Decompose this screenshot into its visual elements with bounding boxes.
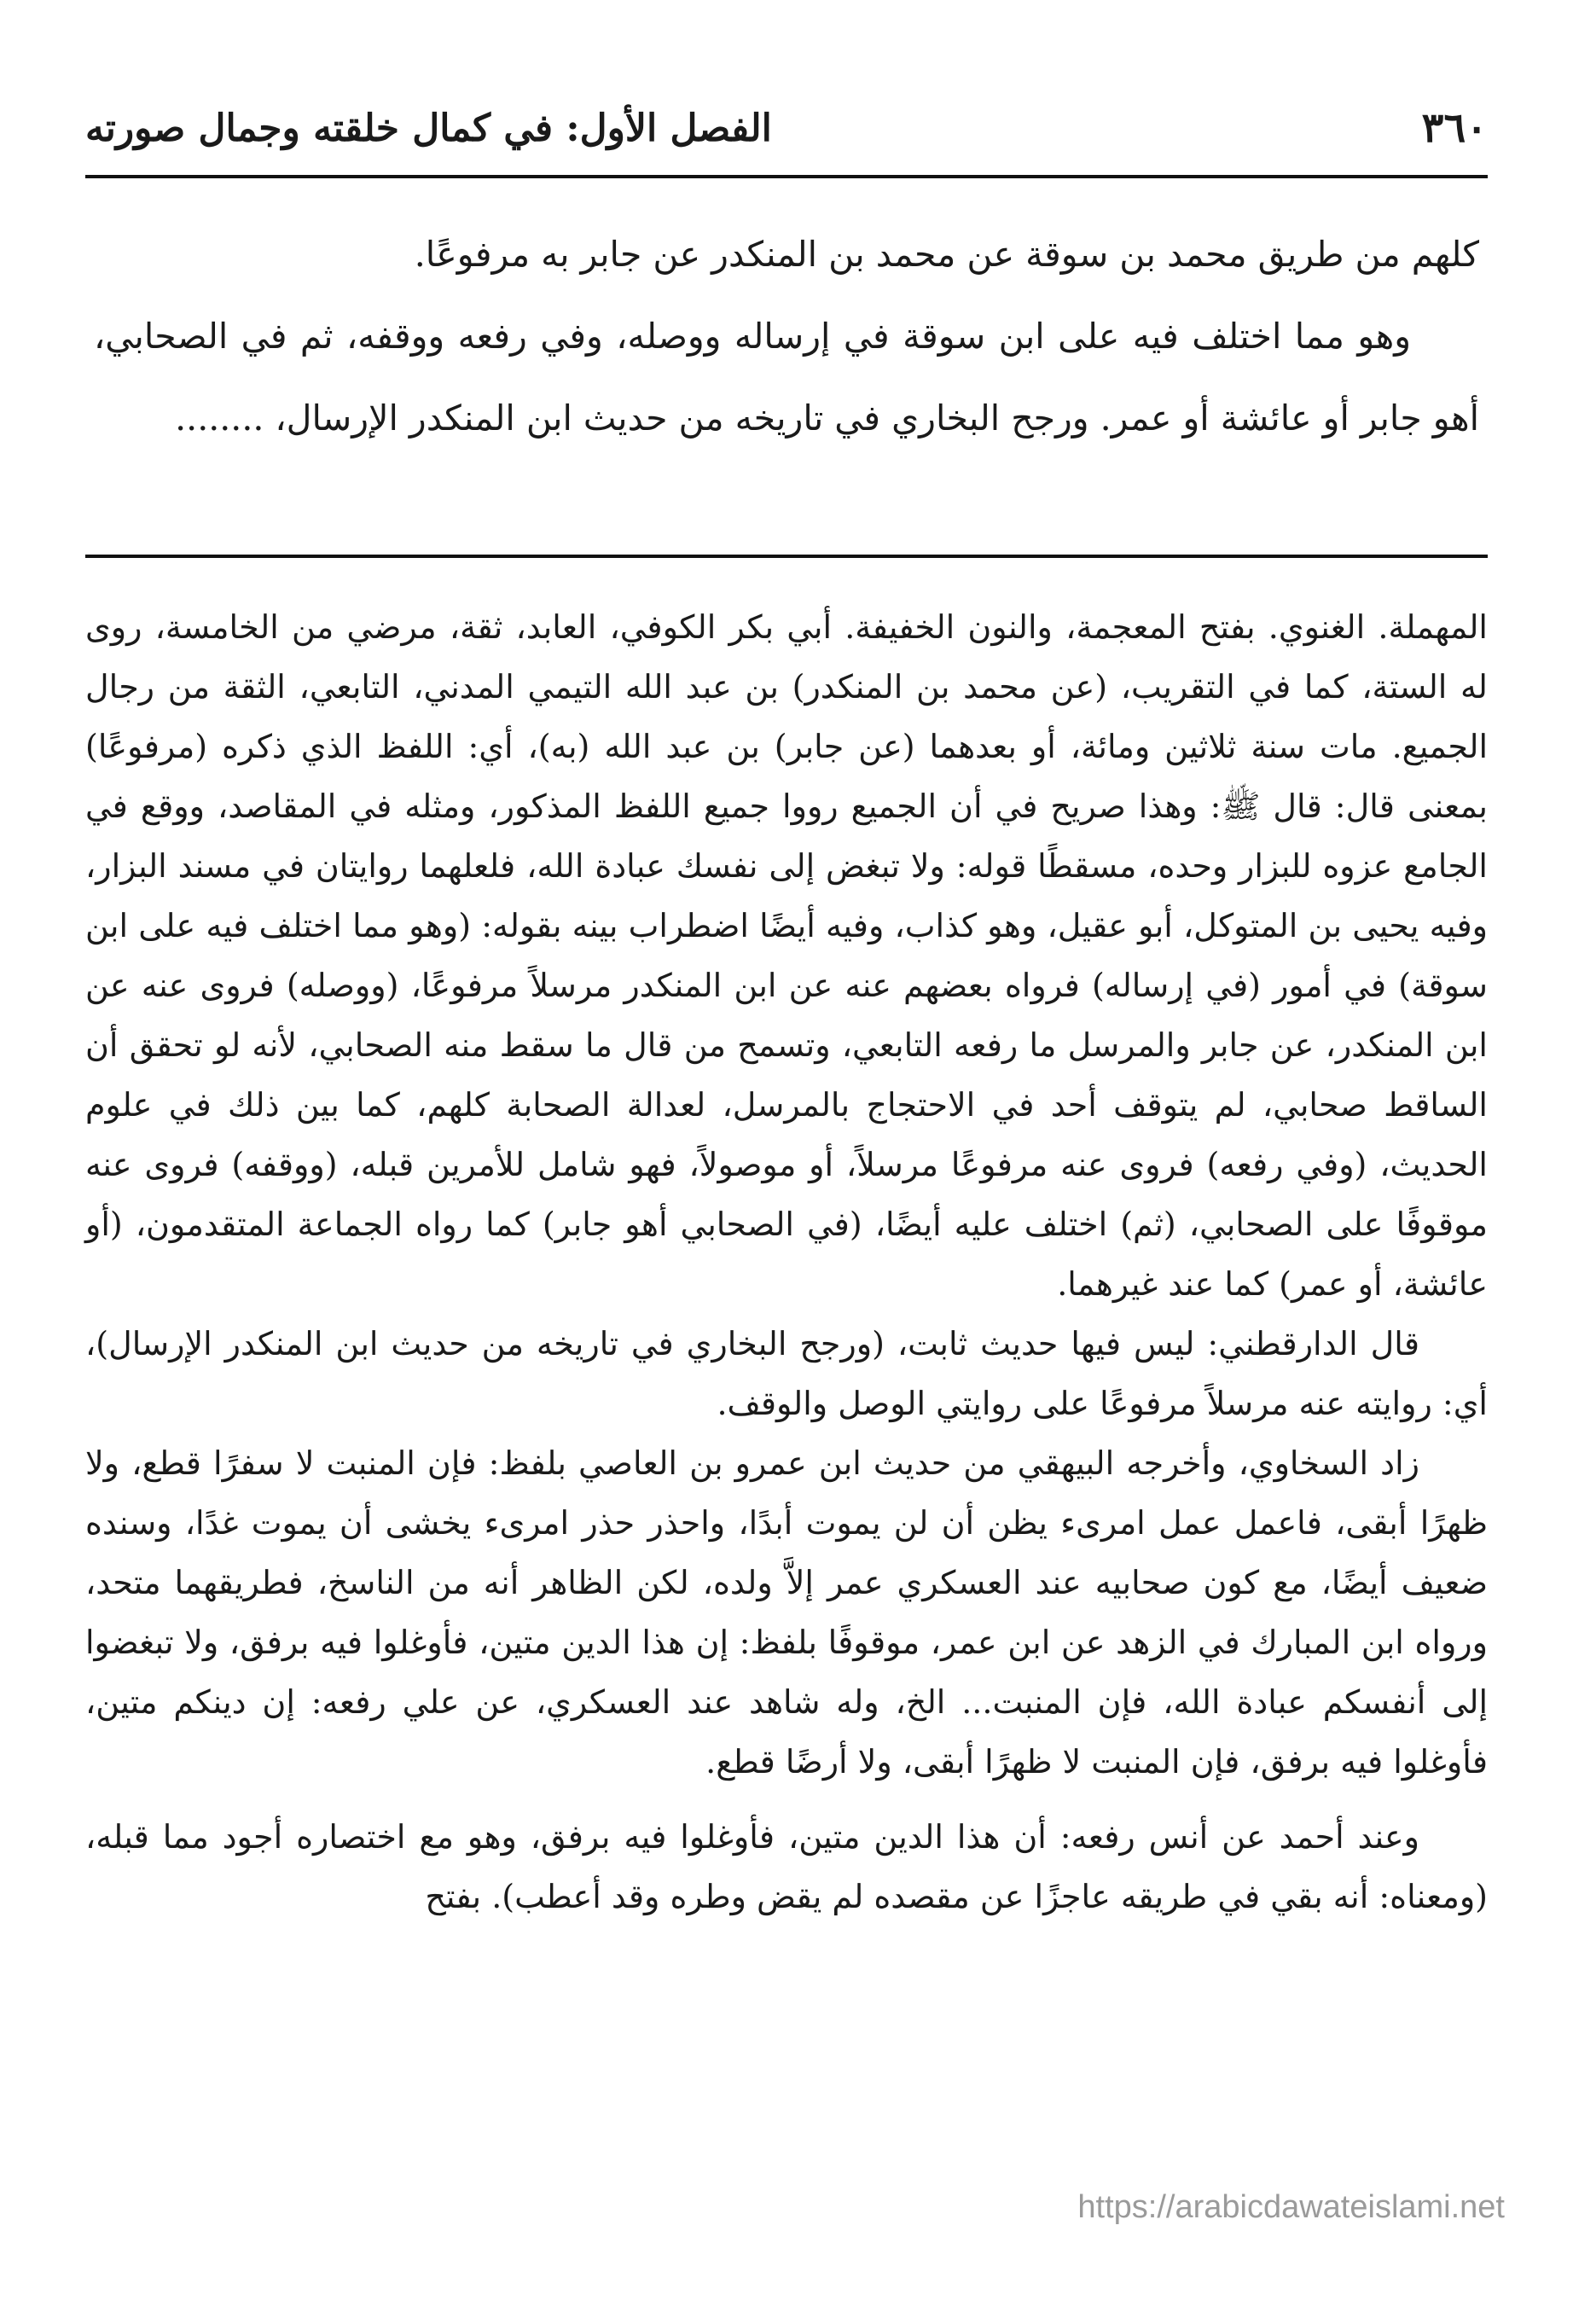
- main-text-paragraph: كلهم من طريق محمد بن سوقة عن محمد بن المنكدر عن جابر به مرفوعًا.: [414, 234, 1479, 275]
- commentary-paragraph: وعند أحمد عن أنس رفعه: أن هذا الدين متين، فأوغلوا فيه برفق، وهو مع اختصاره أجود مما قبله، (ومعناه: أنه بقي في طريقه عاجزًا عن مقصده لم يقض وطره وقد أعطب). بفتح: [85, 1818, 1488, 1915]
- commentary-paragraph: قال الدارقطني: ليس فيها حديث ثابت، (ورجح البخاري في تاريخه من حديث ابن المنكدر الإرسال)، أي: روايته عنه مرسلاً مرفوعًا على روايتي الوصل والوقف.: [85, 1325, 1488, 1422]
- main-text: [94, 213, 1479, 459]
- commentary-text: [85, 597, 1488, 1926]
- site-watermark: https://arabicdawateislami.net: [1077, 2189, 1505, 2225]
- running-header: [85, 85, 1488, 171]
- commentary-paragraph: المهملة. الغنوي. بفتح المعجمة، والنون الخفيفة. أبي بكر الكوفي، العابد، ثقة، مرضي من الخامسة، روى له الستة، كما في التقريب، (عن محمد بن المنكدر) بن عبد الله التيمي المدني، التابعي، الثقة من رجال الجميع. مات سنة ثلاثين ومائة، أو بعدهما (عن جابر) بن عبد الله (به)، أي: اللفظ الذي ذكره (مرفوعًا) بمعنى قال: قال ﷺ: وهذا صريح في أن الجميع رووا جميع اللفظ المذكور، ومثله في المقاصد، ووقع في الجامع عزوه للبزار وحده، مسقطًا قوله: ولا تبغض إلى نفسك عبادة الله، فلعلهما روايتان في مسند البزار، وفيه يحيى بن المتوكل، أبو عقيل، وهو كذاب، وفيه أيضًا اضطراب بينه بقوله: (وهو مما اختلف فيه على ابن سوقة) في أمور (في إرساله) فرواه بعضهم عنه عن ابن المنكدر مرسلاً مرفوعًا، (ووصله) فروى عنه عن ابن المنكدر، عن جابر والمرسل ما رفعه التابعي، وتسمح من قال ما سقط منه الصحابي، لأنه لو تحقق أن الساقط صحابي، لم يتوقف أحد في الاحتجاج بالمرسل، لعدالة الصحابة كلهم، كما بين ذلك في علوم الحديث، (وفي رفعه) فروى عنه مرفوعًا مرسلاً، أو موصولاً، فهو شامل للأمرين قبله، (ووقفه) فروى عنه موقوفًا على الصحابي، (ثم) اختلف عليه أيضًا، (في الصحابي أهو جابر) كما رواه الجماعة المتقدمون، (أو عائشة، أو عمر) كما عند غيرهما.: [85, 608, 1488, 1303]
- page-number: ٣٦٠: [1421, 104, 1488, 152]
- chapter-title: الفصل الأول: في كمال خلقته وجمال صورته: [85, 106, 772, 150]
- header-divider: [85, 175, 1488, 178]
- text-divider: [85, 555, 1488, 558]
- commentary-paragraph: زاد السخاوي، وأخرجه البيهقي من حديث ابن عمرو بن العاصي بلفظ: فإن المنبت لا سفرًا قطع، ولا ظهرًا أبقى، فاعمل عمل امرىء يظن أن لن يموت أبدًا، واحذر حذر امرىء يخشى أن يموت غدًا، وسنده ضعيف أيضًا، مع كون صحابيه عند العسكري عمر إلاَّ ولده، لكن الظاهر أنه من الناسخ، فطريقهما متحد، ورواه ابن المبارك في الزهد عن ابن عمر، موقوفًا بلفظ: إن هذا الدين متين، فأوغلوا فيه برفق، ولا تبغضوا إلى أنفسكم عبادة الله، فإن المنبت... الخ، وله شاهد عند العسكري، عن علي رفعه: إن دينكم متين، فأوغلوا فيه برفق، فإن المنبت لا ظهرًا أبقى، ولا أرضًا قطع.: [85, 1444, 1488, 1781]
- main-text-paragraph: وهو مما اختلف فيه على ابن سوقة في إرساله ووصله، وفي رفعه ووقفه، ثم في الصحابي، أهو جابر أو عائشة أو عمر. ورجح البخاري في تاريخه من حديث ابن المنكدر الإرسال، ........: [94, 316, 1479, 439]
